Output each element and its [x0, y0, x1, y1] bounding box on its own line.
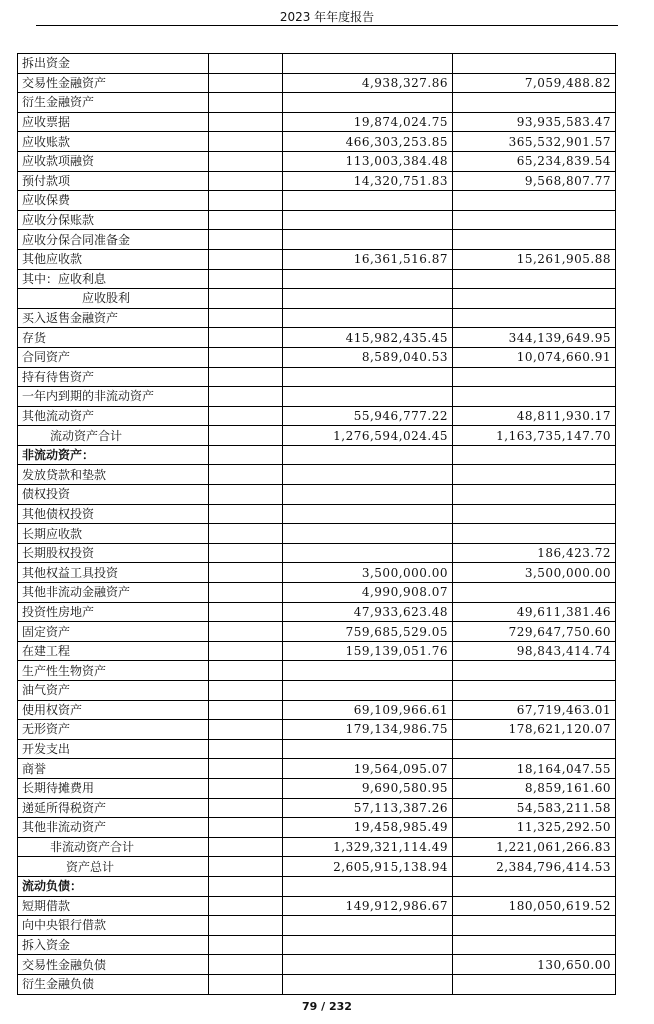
row-note-cell: [209, 210, 283, 230]
row-value-current: [283, 681, 453, 701]
row-note-cell: [209, 524, 283, 544]
table-row: [18, 739, 616, 759]
table-row: [18, 367, 616, 387]
row-item-label: 油气资产: [18, 681, 209, 701]
table-row: [18, 661, 616, 681]
row-value-current: 415,982,435.45: [283, 328, 453, 348]
row-value-prior: [453, 681, 616, 701]
table-row: [18, 563, 616, 583]
row-note-cell: [209, 759, 283, 779]
row-value-prior: 344,139,649.95: [453, 328, 616, 348]
row-value-prior: 11,325,292.50: [453, 818, 616, 838]
table-row: [18, 778, 616, 798]
table-row: [18, 406, 616, 426]
row-value-current: 47,933,623.48: [283, 602, 453, 622]
row-value-prior: 3,500,000.00: [453, 563, 616, 583]
row-value-current: [283, 387, 453, 407]
row-note-cell: [209, 543, 283, 563]
row-value-prior: [453, 230, 616, 250]
table-row: [18, 210, 616, 230]
row-note-cell: [209, 445, 283, 465]
row-item-label: 应收股利: [18, 289, 209, 309]
row-value-current: 4,990,908.07: [283, 583, 453, 603]
row-note-cell: [209, 876, 283, 896]
row-value-current: [283, 974, 453, 994]
row-value-prior: 1,221,061,266.83: [453, 837, 616, 857]
row-item-label: 衍生金融负债: [18, 974, 209, 994]
row-value-current: 149,912,986.67: [283, 896, 453, 916]
row-item-label: 拆入资金: [18, 935, 209, 955]
table-row: [18, 151, 616, 171]
table-row: [18, 543, 616, 563]
row-value-current: [283, 191, 453, 211]
row-value-prior: 178,621,120.07: [453, 720, 616, 740]
row-note-cell: [209, 132, 283, 152]
row-value-current: [283, 210, 453, 230]
row-value-prior: 18,164,047.55: [453, 759, 616, 779]
row-value-prior: 729,647,750.60: [453, 622, 616, 642]
row-value-prior: [453, 191, 616, 211]
table-row: [18, 347, 616, 367]
row-value-current: 14,320,751.83: [283, 171, 453, 191]
row-value-prior: [453, 445, 616, 465]
row-item-label: 其中：应收利息: [18, 269, 209, 289]
row-note-cell: [209, 916, 283, 936]
row-item-label: 合同资产: [18, 347, 209, 367]
row-note-cell: [209, 367, 283, 387]
row-note-cell: [209, 661, 283, 681]
row-value-current: [283, 289, 453, 309]
row-value-prior: 365,532,901.57: [453, 132, 616, 152]
row-note-cell: [209, 896, 283, 916]
row-value-prior: [453, 661, 616, 681]
table-row: [18, 602, 616, 622]
row-value-current: 57,113,387.26: [283, 798, 453, 818]
row-value-current: [283, 54, 453, 74]
row-item-label: 流动负债：: [18, 876, 209, 896]
row-value-current: [283, 465, 453, 485]
row-value-prior: 15,261,905.88: [453, 249, 616, 269]
row-value-prior: [453, 583, 616, 603]
row-item-label: 交易性金融负债: [18, 955, 209, 975]
row-value-prior: [453, 916, 616, 936]
row-value-prior: 49,611,381.46: [453, 602, 616, 622]
balance-sheet-table: [17, 53, 616, 995]
row-value-current: 1,276,594,024.45: [283, 426, 453, 446]
row-value-prior: [453, 387, 616, 407]
row-note-cell: [209, 73, 283, 93]
row-item-label: 其他流动资产: [18, 406, 209, 426]
row-note-cell: [209, 974, 283, 994]
row-value-current: 8,589,040.53: [283, 347, 453, 367]
row-item-label: 在建工程: [18, 641, 209, 661]
row-item-label: 长期股权投资: [18, 543, 209, 563]
row-note-cell: [209, 700, 283, 720]
row-value-prior: [453, 739, 616, 759]
row-value-prior: [453, 876, 616, 896]
table-row: [18, 622, 616, 642]
row-item-label: 一年内到期的非流动资产: [18, 387, 209, 407]
row-note-cell: [209, 583, 283, 603]
row-item-label: 衍生金融资产: [18, 93, 209, 113]
page-number: 79 / 232: [302, 1000, 352, 1013]
row-value-prior: 130,650.00: [453, 955, 616, 975]
row-value-current: [283, 876, 453, 896]
row-note-cell: [209, 347, 283, 367]
row-value-current: [283, 524, 453, 544]
table-row: [18, 485, 616, 505]
row-value-prior: 93,935,583.47: [453, 112, 616, 132]
row-item-label: 非流动资产合计: [18, 837, 209, 857]
row-value-prior: [453, 465, 616, 485]
row-value-prior: 65,234,839.54: [453, 151, 616, 171]
table-row: [18, 132, 616, 152]
row-note-cell: [209, 151, 283, 171]
row-item-label: 固定资产: [18, 622, 209, 642]
table-row: [18, 73, 616, 93]
table-row: [18, 249, 616, 269]
table-row: [18, 857, 616, 877]
row-value-current: [283, 661, 453, 681]
row-note-cell: [209, 798, 283, 818]
table-row: [18, 916, 616, 936]
row-note-cell: [209, 504, 283, 524]
table-row: [18, 191, 616, 211]
row-note-cell: [209, 485, 283, 505]
row-value-current: 9,690,580.95: [283, 778, 453, 798]
table-row: [18, 583, 616, 603]
row-note-cell: [209, 191, 283, 211]
row-note-cell: [209, 308, 283, 328]
row-value-current: 159,139,051.76: [283, 641, 453, 661]
row-item-label: 应收分保合同准备金: [18, 230, 209, 250]
row-value-current: 55,946,777.22: [283, 406, 453, 426]
row-item-label: 长期待摊费用: [18, 778, 209, 798]
row-value-current: 2,605,915,138.94: [283, 857, 453, 877]
row-value-current: 19,564,095.07: [283, 759, 453, 779]
row-note-cell: [209, 857, 283, 877]
row-item-label: 流动资产合计: [18, 426, 209, 446]
row-item-label: 其他债权投资: [18, 504, 209, 524]
row-item-label: 长期应收款: [18, 524, 209, 544]
row-value-prior: [453, 974, 616, 994]
row-note-cell: [209, 622, 283, 642]
row-note-cell: [209, 739, 283, 759]
row-note-cell: [209, 328, 283, 348]
row-item-label: 使用权资产: [18, 700, 209, 720]
row-item-label: 短期借款: [18, 896, 209, 916]
row-note-cell: [209, 230, 283, 250]
row-note-cell: [209, 93, 283, 113]
row-value-prior: [453, 504, 616, 524]
row-value-prior: 48,811,930.17: [453, 406, 616, 426]
row-item-label: 其他权益工具投资: [18, 563, 209, 583]
row-item-label: 生产性生物资产: [18, 661, 209, 681]
row-item-label: 应收款项融资: [18, 151, 209, 171]
row-value-prior: 10,074,660.91: [453, 347, 616, 367]
row-value-current: 16,361,516.87: [283, 249, 453, 269]
table-row: [18, 308, 616, 328]
row-note-cell: [209, 563, 283, 583]
row-value-prior: [453, 935, 616, 955]
table-row: [18, 269, 616, 289]
table-row: [18, 93, 616, 113]
row-value-current: [283, 230, 453, 250]
row-note-cell: [209, 54, 283, 74]
table-row: [18, 681, 616, 701]
table-row: [18, 759, 616, 779]
row-note-cell: [209, 720, 283, 740]
row-value-prior: 2,384,796,414.53: [453, 857, 616, 877]
row-value-current: [283, 93, 453, 113]
row-value-prior: 54,583,211.58: [453, 798, 616, 818]
page-header-title: 2023 年年度报告: [279, 10, 375, 24]
row-value-prior: 7,059,488.82: [453, 73, 616, 93]
row-note-cell: [209, 818, 283, 838]
table-row: [18, 798, 616, 818]
row-value-prior: 9,568,807.77: [453, 171, 616, 191]
row-item-label: 预付款项: [18, 171, 209, 191]
row-item-label: 开发支出: [18, 739, 209, 759]
row-value-prior: [453, 289, 616, 309]
table-row: [18, 289, 616, 309]
row-item-label: 投资性房地产: [18, 602, 209, 622]
table-row: [18, 112, 616, 132]
table-row: [18, 700, 616, 720]
table-row: [18, 837, 616, 857]
table-row: [18, 641, 616, 661]
balance-sheet-body: [18, 54, 616, 995]
row-item-label: 持有待售资产: [18, 367, 209, 387]
row-note-cell: [209, 602, 283, 622]
row-value-current: 466,303,253.85: [283, 132, 453, 152]
row-note-cell: [209, 465, 283, 485]
table-row: [18, 504, 616, 524]
row-note-cell: [209, 778, 283, 798]
row-value-prior: 186,423.72: [453, 543, 616, 563]
row-note-cell: [209, 406, 283, 426]
row-value-prior: 180,050,619.52: [453, 896, 616, 916]
table-row: [18, 445, 616, 465]
table-row: [18, 818, 616, 838]
table-row: [18, 387, 616, 407]
table-row: [18, 896, 616, 916]
row-value-current: 179,134,986.75: [283, 720, 453, 740]
header-divider: [36, 25, 618, 26]
row-item-label: 向中央银行借款: [18, 916, 209, 936]
row-note-cell: [209, 955, 283, 975]
row-value-current: [283, 445, 453, 465]
row-value-current: [283, 504, 453, 524]
row-item-label: 交易性金融资产: [18, 73, 209, 93]
row-note-cell: [209, 269, 283, 289]
row-item-label: 债权投资: [18, 485, 209, 505]
row-value-prior: [453, 269, 616, 289]
row-value-prior: [453, 54, 616, 74]
row-item-label: 应收保费: [18, 191, 209, 211]
row-note-cell: [209, 681, 283, 701]
row-item-label: 应收票据: [18, 112, 209, 132]
row-value-prior: 67,719,463.01: [453, 700, 616, 720]
row-value-current: [283, 485, 453, 505]
row-item-label: 资产总计: [18, 857, 209, 877]
table-row: [18, 720, 616, 740]
row-value-current: [283, 367, 453, 387]
row-note-cell: [209, 289, 283, 309]
row-item-label: 发放贷款和垫款: [18, 465, 209, 485]
table-row: [18, 426, 616, 446]
table-row: [18, 974, 616, 994]
row-value-current: 19,874,024.75: [283, 112, 453, 132]
row-value-current: [283, 543, 453, 563]
row-item-label: 存货: [18, 328, 209, 348]
row-value-prior: [453, 93, 616, 113]
table-row: [18, 524, 616, 544]
row-value-current: 759,685,529.05: [283, 622, 453, 642]
row-value-prior: [453, 524, 616, 544]
row-note-cell: [209, 112, 283, 132]
row-value-current: 69,109,966.61: [283, 700, 453, 720]
row-item-label: 应收分保账款: [18, 210, 209, 230]
row-value-prior: [453, 485, 616, 505]
table-row: [18, 465, 616, 485]
row-note-cell: [209, 426, 283, 446]
row-note-cell: [209, 171, 283, 191]
row-value-current: [283, 269, 453, 289]
row-value-current: 4,938,327.86: [283, 73, 453, 93]
row-item-label: 其他应收款: [18, 249, 209, 269]
table-row: [18, 171, 616, 191]
row-value-prior: 98,843,414.74: [453, 641, 616, 661]
row-value-prior: 1,163,735,147.70: [453, 426, 616, 446]
row-value-current: [283, 308, 453, 328]
row-note-cell: [209, 837, 283, 857]
row-value-current: 1,329,321,114.49: [283, 837, 453, 857]
table-row: [18, 955, 616, 975]
row-value-current: 3,500,000.00: [283, 563, 453, 583]
row-item-label: 应收账款: [18, 132, 209, 152]
row-value-prior: [453, 308, 616, 328]
row-note-cell: [209, 641, 283, 661]
table-row: [18, 54, 616, 74]
row-value-current: 113,003,384.48: [283, 151, 453, 171]
row-item-label: 其他非流动金融资产: [18, 583, 209, 603]
row-item-label: 买入返售金融资产: [18, 308, 209, 328]
table-row: [18, 230, 616, 250]
row-value-current: [283, 916, 453, 936]
row-value-current: [283, 739, 453, 759]
row-item-label: 商誉: [18, 759, 209, 779]
row-item-label: 递延所得税资产: [18, 798, 209, 818]
row-item-label: 非流动资产：: [18, 445, 209, 465]
row-value-current: [283, 935, 453, 955]
row-note-cell: [209, 387, 283, 407]
row-item-label: 其他非流动资产: [18, 818, 209, 838]
row-item-label: 拆出资金: [18, 54, 209, 74]
row-value-current: [283, 955, 453, 975]
row-value-prior: [453, 210, 616, 230]
row-note-cell: [209, 249, 283, 269]
row-item-label: 无形资产: [18, 720, 209, 740]
table-row: [18, 935, 616, 955]
table-row: [18, 876, 616, 896]
row-note-cell: [209, 935, 283, 955]
row-value-prior: [453, 367, 616, 387]
row-value-current: 19,458,985.49: [283, 818, 453, 838]
row-value-prior: 8,859,161.60: [453, 778, 616, 798]
table-row: [18, 328, 616, 348]
